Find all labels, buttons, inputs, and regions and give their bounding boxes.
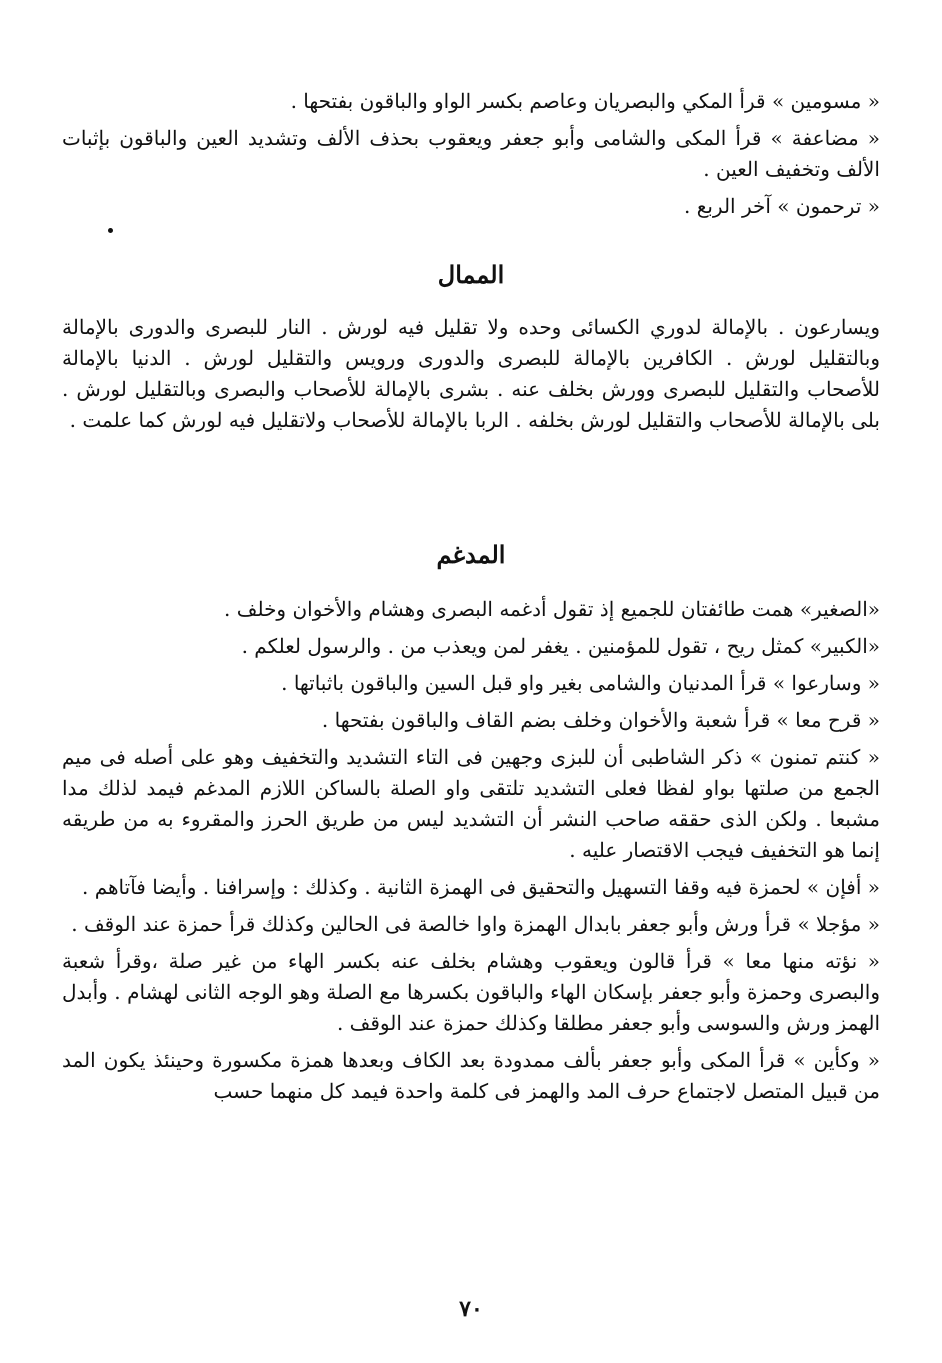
intro-block <box>62 86 880 228</box>
heading-imala: الممال <box>437 260 505 289</box>
paragraph-turhamun: « ترحمون » آخر الربع . <box>683 194 880 218</box>
paragraph-musawwimin: « مسومين » قرأ المكي والبصريان وعاصم بكسر الواو والباقون بفتحها . <box>290 89 880 113</box>
paragraph-qarh: « قرح معا » قرأ شعبة والأخوان وخلف بضم القاف والباقون بفتحها . <box>321 708 880 732</box>
ink-dot <box>108 228 113 233</box>
paragraph-imala: ويسارعون . بالإمالة لدوري الكسائى وحده ولا تقليل فيه لورش . النار للبصرى والدورى بالإمالة وبالتقليل لورش . الكافرين بالإمالة للبصرى والدورى ورويس والتقليل لورش . الدنيا بالإمالة للأصحاب والتقليل للبصرى وورش بخلف عنه . بشرى بالإمالة للأصحاب والبصرى وبالتقليل لورش . بلى بالإمالة للأصحاب والتقليل لورش بخلفه . الربا بالإمالة للأصحاب ولاتقليل فيه لورش كما علمت . <box>62 315 880 432</box>
paragraph-mudaafa: « مضاعفة » قرأ المكى والشامى وأبو جعفر ويعقوب بحذف الألف وتشديد العين والباقون بإثبات الألف وتخفيف العين . <box>62 126 881 181</box>
page-number: ٧٠ <box>459 1296 483 1322</box>
imala-block <box>62 312 880 442</box>
paragraph-wasariu: « وسارعوا » قرأ المدنيان والشامى بغير واو قبل السين والباقون باثباتها . <box>281 671 880 695</box>
idgham-block <box>62 594 880 1113</box>
paragraph-kuntum-tamannawn: « كنتم تمنون » ذكر الشاطبى أن للبزى وجهين فى التاء التشديد والتخفيف وهو على أصله فى ميم الجمع من صلتها بواو لفظا فعلى التشديد تلتقى واو الصلة بالساكن اللازم المدغم فيمد لذلك مدا مشبعا . ولكن الذى حققه صاحب النشر أن التشديد ليس من طريق الحرز والمقروء به من طريقه إنما هو التخفيف فيجب الاقتصار عليه . <box>62 745 880 862</box>
paragraph-saghir: «الصغير» همت طائفتان للجميع إذ تقول أدغمه البصرى وهشام والأخوان وخلف . <box>224 597 880 621</box>
heading-idgham: المدغم <box>436 540 506 569</box>
paragraph-kaayyin: « وكأين » قرأ المكى وأبو جعفر بألف ممدودة بعد الكاف وبعدها همزة مكسورة وحينئذ يكون المد من قبيل المتصل لاجتماع حرف المد والهمز فى كلمة واحدة فيمد كل منهما حسب <box>62 1048 880 1103</box>
paragraph-nutih-minha: « نؤته منها معا » قرأ قالون ويعقوب وهشام بخلف عنه بكسر الهاء من غير صلة ،وقرأ شعبة والبصرى وحمزة وأبو جعفر بإسكان الهاء والباقون بكسرها مع الصلة وهو الوجه الثانى لهشام . وأبدل الهمز ورش والسوسى وأبو جعفر مطلقا وكذلك حمزة عند الوقف . <box>62 949 880 1035</box>
paragraph-afain: « أفإن » لحمزة فيه وقفا التسهيل والتحقيق فى الهمزة الثانية . وكذلك : وإسرافنا . وأيضا فآتاهم . <box>81 875 880 899</box>
paragraph-muajjala: « مؤجلا » قرأ ورش وأبو جعفر بابدال الهمزة واوا خالصة فى الحالين وكذلك قرأ حمزة عند الوقف . <box>71 912 880 936</box>
paragraph-kabir: «الكبير» كمثل ريح ، تقول للمؤمنين . يغفر لمن ويعذب من . والرسول لعلكم . <box>241 634 880 658</box>
